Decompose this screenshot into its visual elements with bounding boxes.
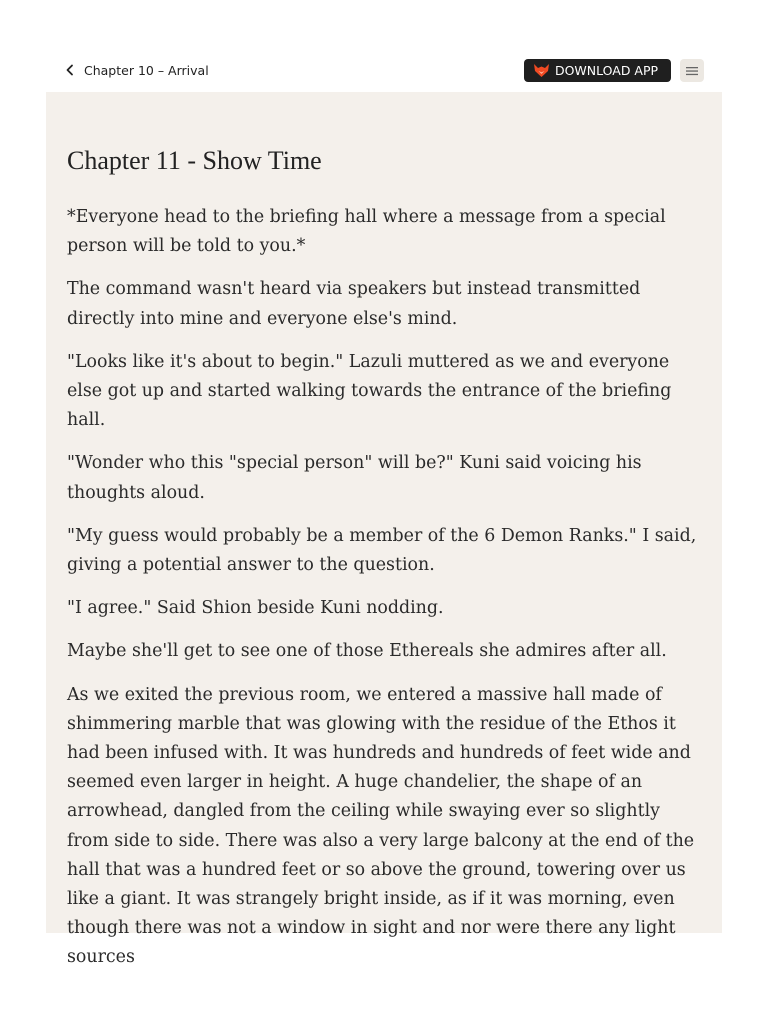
paragraph: *Everyone head to the briefing hall where a message from a special person will be told to you.* [67,207,666,257]
chapter-body [67,203,707,987]
fox-logo-icon [533,63,550,78]
menu-button[interactable] [680,59,704,82]
previous-chapter-link[interactable] [64,61,209,79]
paragraph: "I agree." Said Shion beside Kuni nodding. [67,598,444,619]
paragraph: As we exited the previous room, we entered a massive hall made of shimmering marble that was glowing with the residue of the Ethos it had been infused with. It was hundreds and hundreds of feet wide and seemed even larger in height. A huge chandelier, the shape of an arrowhead, dangled from the ceiling while swaying ever so slightly from side to side. There was also a very large balcony at the end of the hall that was a hundred feet or so above the ground, towering over us like a giant. It was strangely bright inside, as if it was morning, even though there was not a window in sight and nor were there any light sources [67,684,695,968]
chapter-title: Chapter 11 - Show Time [67,146,322,175]
paragraph: "Wonder who this "special person" will be?" Kuni said voicing his thoughts aloud. [67,453,642,503]
hamburger-menu-icon [686,66,698,76]
previous-chapter-label: Chapter 10 – Arrival [84,62,209,78]
download-app-label: DOWNLOAD APP [554,63,659,78]
paragraph: The command wasn't heard via speakers but instead transmitted directly into mine and everyone else's mind. [67,279,641,329]
paragraph: "My guess would probably be a member of the 6 Demon Ranks." I said, giving a potential answer to the question. [67,525,697,576]
top-nav-bar [46,48,722,92]
paragraph: Maybe she'll get to see one of those Ethereals she admires after all. [67,641,667,662]
chevron-left-icon [64,64,76,76]
paragraph: "Looks like it's about to begin." Lazuli muttered as we and everyone else got up and started walking towards the entrance of the briefing hall. [67,351,672,431]
download-app-button[interactable] [524,59,671,82]
reader-content [46,92,722,968]
